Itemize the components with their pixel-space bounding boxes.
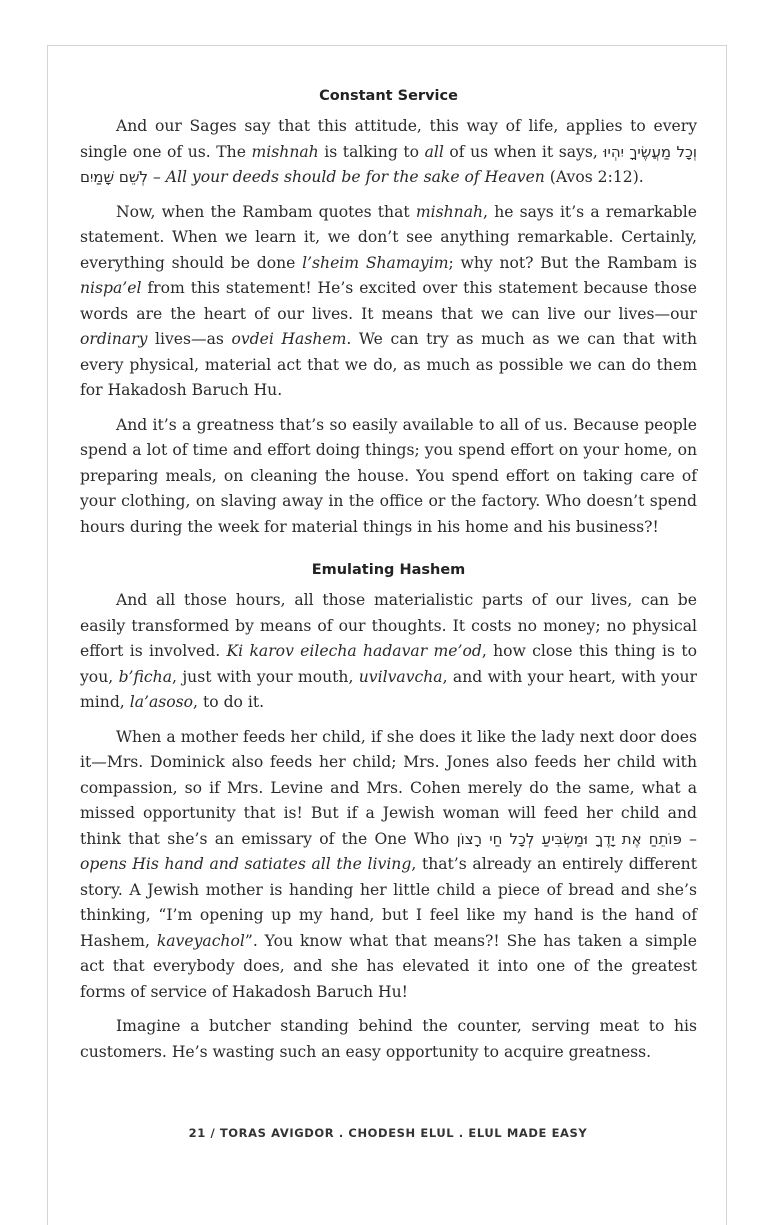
page-footer: 21 / TORAS AVIGDOR . CHODESH ELUL . ELUL MADE EASY	[188, 1126, 588, 1140]
text-run: (Avos 2:12).	[544, 168, 644, 186]
text-run: And our Sages say that this attitude, this way of life, applies to every single one of us. The	[80, 117, 697, 161]
text-run: –	[148, 168, 166, 186]
italic-text: kaveyachol	[156, 931, 245, 950]
italic-text: opens His hand and satiates all the living	[80, 855, 412, 873]
italic-text: All your deeds should be for the sake of Heaven	[165, 168, 545, 186]
text-run: , to do it.	[193, 693, 265, 711]
hebrew-quote: פּוֹתֵחַ אֶת יָדֶךָ וּמַשְׂבִּיעַ לְכָל חַי רָצוֹן	[456, 829, 682, 848]
hebrew-quote: וְכָל מַעֲשֶׂיךָ יִהְיוּ לְשֵׁם שָׁמַיִם	[80, 142, 698, 186]
text-run: Imagine a butcher standing behind the counter, serving meat to his customers. He’s wasting such an easy opportunity to acquire greatness.	[80, 1017, 697, 1061]
paragraph	[80, 1014, 697, 1065]
section-heading: Emulating Hashem	[311, 562, 466, 578]
paragraph	[80, 200, 697, 404]
paragraph	[80, 588, 697, 716]
italic-text: ordinary	[80, 330, 148, 348]
italic-text: all	[424, 142, 444, 161]
text-run: And all those hours, all those materialistic parts of our lives, can be easily transformed by means of our thoughts. It costs no money; no physical effort is involved.	[80, 591, 697, 660]
text-run: , just with your mouth,	[172, 667, 359, 686]
paragraph	[80, 725, 697, 1006]
text-run: from this statement! He’s excited over this statement because those words are the heart of our lives. It means that we can live our lives—our	[80, 279, 697, 323]
page-body	[80, 84, 697, 1074]
text-run: , he says it’s a remarkable statement. When we learn it, we don’t see anything remarkable. Certainly, everything should be done	[80, 202, 697, 272]
text-run: ”. You know what that means?! She has taken a simple act that everybody does, and she has elevated it into one of the greatest forms of service of Hakadosh Baruch Hu!	[80, 931, 697, 1001]
italic-text: la’asoso	[129, 693, 194, 711]
text-run: –	[681, 829, 697, 848]
text-run: Now, when the Rambam quotes that	[116, 202, 416, 221]
text-run: When a mother feeds her child, if she does it like the lady next door does it—Mrs. Dominick also feeds her child; Mrs. Jones also feeds her child with compassion, so if Mrs. Levine and Mrs. Cohen merely do the same, what a missed opportunity that is! But if a Jewish woman will feed her child and think that she’s an emissary of the One Who	[80, 727, 697, 848]
text-run: ; why not? But the Rambam is	[448, 253, 697, 272]
italic-text: b’ficha	[118, 667, 172, 686]
paragraph	[80, 413, 697, 541]
text-run: And it’s a greatness that’s so easily available to all of us. Because people spend a lot of time and effort doing things; you spend effort on your home, on preparing meals, on cleaning the house. You spend effort on taking care of your clothing, on slaving away in the office or the factory. Who doesn’t spend hours during the week for material things in his home and his business?!	[80, 415, 697, 536]
text-run: of us when it says,	[443, 142, 604, 161]
text-run: lives—as	[147, 330, 232, 348]
italic-text: Ki karov eilecha hadavar me’od	[226, 642, 482, 660]
italic-text: ovdei Hashem	[231, 330, 347, 348]
italic-text: l’sheim Shamayim	[302, 253, 449, 272]
text-run: . We can try as much as we can that with every physical, material act that we do, as much as possible we can do them for Hakadosh Baruch Hu.	[80, 330, 697, 399]
text-run: , and with your heart, with your mind,	[80, 667, 697, 711]
text-run: is talking to	[318, 142, 425, 161]
italic-text: nispa’el	[80, 279, 142, 297]
text-run: , that’s already an entirely different story. A Jewish mother is handing her little child a piece of bread and she’s thinking, “I’m opening up my hand, but I feel like my hand is the hand of Hashem,	[80, 855, 697, 950]
italic-text: uvilvavcha	[358, 667, 443, 686]
paragraph	[80, 114, 697, 191]
italic-text: mishnah	[251, 142, 319, 161]
section-heading: Constant Service	[319, 88, 458, 104]
italic-text: mishnah	[415, 202, 484, 221]
text-run: , how close this thing is to you,	[80, 642, 698, 686]
